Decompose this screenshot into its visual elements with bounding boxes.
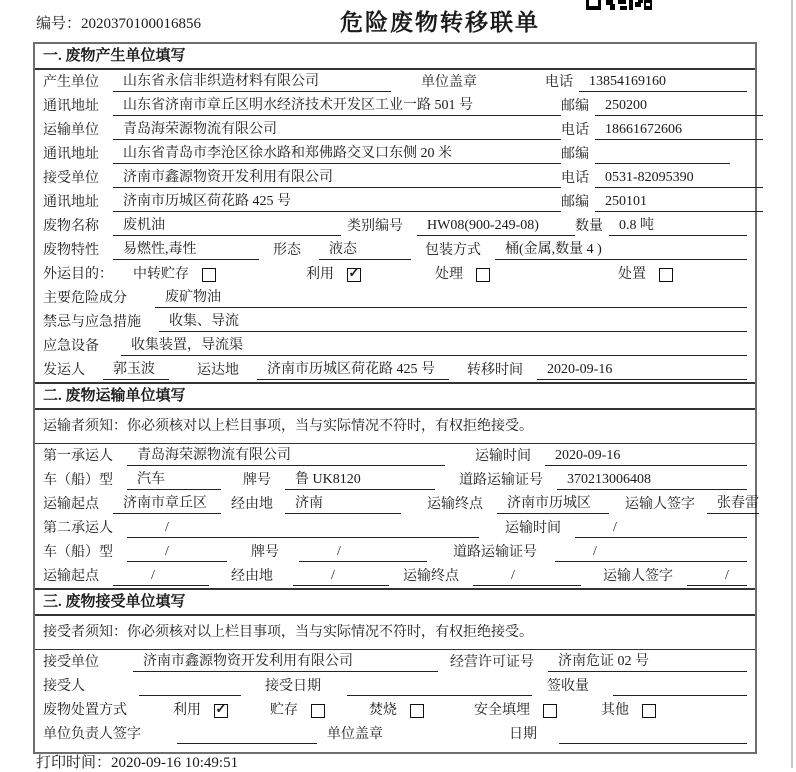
field-label: 牌号 [243, 473, 271, 488]
form-field [545, 72, 747, 94]
form-field [306, 265, 361, 286]
form-field [601, 701, 656, 722]
field-label: 邮编 [561, 147, 589, 162]
form-field [435, 265, 490, 286]
field-label: 运输终点 [427, 497, 483, 512]
form-field [43, 192, 561, 214]
field-label: 其他 [601, 703, 629, 718]
form-field [270, 701, 325, 722]
field-label: 运输单位 [43, 123, 99, 138]
form-field [43, 494, 221, 516]
checkbox-unchecked [410, 704, 424, 718]
field-value: 250101 [595, 192, 763, 212]
form-row [35, 310, 755, 334]
form-field [467, 360, 747, 382]
field-value: 废机油 [113, 216, 341, 236]
field-label: 形态 [273, 243, 301, 258]
serial-value: 2020370100016856 [81, 16, 202, 32]
form-field [43, 144, 561, 166]
field-value: 桶(金属,数量 4 ) [495, 240, 747, 260]
form-field [43, 120, 561, 142]
form-field [474, 701, 557, 722]
field-value: / [687, 566, 747, 586]
form-row [35, 214, 755, 238]
field-label: 经由地 [231, 569, 273, 584]
form-field [561, 96, 763, 118]
form-field [197, 360, 449, 382]
page-title: 危险废物转移联单 [340, 10, 540, 35]
qr-code-fragment [586, 0, 652, 10]
field-label: 电话 [561, 171, 589, 186]
checkbox-unchecked [642, 704, 656, 718]
field-value: / [299, 542, 427, 562]
field-label: 运输人签字 [625, 497, 695, 512]
field-value: 山东省青岛市李沧区徐水路和郑佛路交叉口东侧 20 米 [113, 144, 561, 164]
field-value: 济南市鑫源物资开发利用有限公司 [133, 652, 438, 672]
field-label: 日期 [509, 727, 537, 742]
form-field [43, 677, 241, 698]
form-field [403, 566, 581, 588]
field-value: 液态 [319, 240, 411, 260]
form-field [561, 192, 763, 214]
field-label: 电话 [545, 75, 573, 90]
field-label: 安全填埋 [474, 703, 530, 718]
form-field [43, 542, 227, 564]
form-field [43, 470, 221, 492]
field-label: 通讯地址 [43, 147, 99, 162]
field-label: 运输人签字 [603, 569, 673, 584]
checkbox-unchecked [659, 268, 673, 282]
field-label: 运输终点 [403, 569, 459, 584]
field-label: 贮存 [270, 703, 298, 718]
field-label: 牌号 [251, 545, 279, 560]
field-value [559, 725, 747, 744]
form-row [35, 492, 759, 516]
field-value: / [293, 566, 389, 586]
form-row [35, 238, 755, 262]
form-field [43, 288, 747, 310]
field-value: 济南危证 02 号 [548, 652, 747, 672]
field-value: / [575, 518, 747, 538]
form-field [327, 725, 389, 746]
field-value: 济南市鑫源物资开发利用有限公司 [113, 168, 561, 188]
form-field [603, 566, 747, 588]
field-value: 废矿物油 [155, 288, 747, 308]
check-icon: ✓ [348, 265, 360, 280]
section-title: 三. 废物接受单位填写 [35, 588, 755, 616]
form-field [561, 120, 763, 142]
page-right-edge [791, 0, 793, 768]
checkbox-unchecked [202, 268, 216, 282]
field-value [139, 677, 241, 696]
field-label: 废物处置方式 [43, 703, 127, 718]
field-label: 包装方式 [425, 243, 481, 258]
field-label: 单位盖章 [327, 727, 383, 742]
print-time-label: 打印时间： [36, 755, 112, 771]
form-field [43, 360, 169, 382]
form-field [243, 470, 435, 492]
form-field [547, 677, 747, 698]
field-value: 山东省永信非织造材料有限公司 [113, 72, 391, 92]
form-row [35, 262, 755, 286]
form-field [133, 265, 216, 286]
field-label: 中转贮存 [133, 267, 189, 282]
field-label: 接受单位 [43, 655, 99, 670]
field-value: 郭玉波 [103, 360, 169, 380]
field-value: 济南市章丘区 [113, 494, 221, 514]
field-label: 运输时间 [505, 521, 561, 536]
form-row [35, 516, 755, 540]
form-field [459, 470, 747, 492]
form-field [453, 542, 747, 564]
section-note: 运输者须知：你必须核对以上栏目事项，当与实际情况不符时，有权拒绝接受。 [35, 410, 755, 444]
field-value: 汽车 [127, 470, 221, 490]
form-row [35, 540, 755, 564]
field-label: 发运人 [43, 363, 85, 378]
field-label: 废物特性 [43, 243, 99, 258]
field-label: 处理 [435, 267, 463, 282]
form-field [369, 701, 424, 722]
field-value: 18661672606 [595, 120, 763, 140]
form-row [35, 166, 755, 190]
field-label: 邮编 [561, 99, 589, 114]
form-field [561, 168, 763, 190]
form-field [425, 240, 747, 262]
form-row [35, 358, 755, 382]
field-label: 车（船）型 [43, 545, 113, 560]
field-label: 经营许可证号 [450, 655, 534, 670]
field-value: / [473, 566, 581, 586]
field-value: 收集、导流 [159, 312, 747, 332]
field-label: 第二承运人 [43, 521, 113, 536]
field-label: 接受日期 [265, 679, 321, 694]
field-value: 张春雷 [707, 494, 759, 514]
field-label: 单位负责人签字 [43, 727, 141, 742]
field-value: 收集装置，导流渠 [121, 336, 747, 356]
field-value: 济南市历城区 [497, 494, 609, 514]
field-value: 13854169160 [579, 72, 747, 92]
form-row [35, 444, 755, 468]
field-label: 外运目的： [43, 267, 113, 282]
form-field [575, 216, 747, 238]
field-label: 接受单位 [43, 171, 99, 186]
form-field [43, 168, 561, 190]
field-value: 青岛海荣源物流有限公司 [113, 120, 561, 140]
field-label: 利用 [306, 267, 334, 282]
form-field [505, 518, 747, 540]
form-row [35, 334, 755, 358]
form-row [35, 70, 755, 94]
form-row [35, 94, 755, 118]
form-row [35, 698, 755, 722]
form-field [43, 216, 341, 238]
field-value: 250200 [595, 96, 763, 116]
field-label: 道路运输证号 [459, 473, 543, 488]
form-field [173, 701, 228, 722]
field-value: HW08(900-249-08) [417, 216, 575, 236]
field-value [347, 677, 532, 696]
field-label: 类别编号 [347, 219, 403, 234]
field-label: 第一承运人 [43, 449, 113, 464]
field-label: 运达地 [197, 363, 239, 378]
field-label: 签收量 [547, 679, 589, 694]
field-label: 运输时间 [475, 449, 531, 464]
print-time-value: 2020-09-16 10:49:51 [111, 755, 239, 771]
checkbox-unchecked [543, 704, 557, 718]
form-row [35, 190, 755, 214]
field-label: 焚烧 [369, 703, 397, 718]
checkbox-unchecked [311, 704, 325, 718]
form-field [43, 72, 391, 94]
form-field [43, 701, 133, 722]
checkbox-checked [347, 265, 361, 282]
field-label: 邮编 [561, 195, 589, 210]
field-value: 济南 [285, 494, 401, 514]
form-field [43, 566, 209, 588]
form-table [33, 42, 757, 754]
field-value: 青岛海荣源物流有限公司 [127, 446, 445, 466]
section-title: 二. 废物运输单位填写 [35, 382, 755, 410]
form-field [273, 240, 411, 262]
field-label: 数量 [575, 219, 603, 234]
field-value: 易燃性,毒性 [113, 240, 259, 260]
field-label: 产生单位 [43, 75, 99, 90]
field-label: 运输起点 [43, 497, 99, 512]
form-field [251, 542, 427, 564]
field-value [613, 677, 747, 696]
form-row [35, 118, 755, 142]
print-time-line [36, 751, 238, 772]
field-label: 转移时间 [467, 363, 523, 378]
field-label: 单位盖章 [421, 75, 477, 90]
field-value: / [127, 542, 227, 562]
field-value: 山东省济南市章丘区明水经济技术开发区工业一路 501 号 [113, 96, 561, 116]
form-row [35, 286, 755, 310]
form-field [43, 265, 119, 286]
form-field [347, 216, 575, 238]
form-field [618, 265, 673, 286]
field-value: 0531-82095390 [595, 168, 763, 188]
form-field [231, 566, 389, 588]
form-field [43, 312, 747, 334]
field-value: / [555, 542, 747, 562]
serial-label: 编号： [36, 16, 82, 32]
field-value: 2020-09-16 [537, 360, 747, 380]
field-value [177, 725, 317, 744]
field-value: 济南市历城区荷花路 425 号 [113, 192, 561, 212]
form-field [475, 446, 747, 468]
section-title: 一. 废物产生单位填写 [35, 44, 755, 70]
form-field [231, 494, 401, 516]
form-field [450, 652, 747, 674]
form-field [43, 518, 479, 540]
check-icon: ✓ [215, 701, 227, 716]
section-note: 接受者须知：你必须核对以上栏目事项，当与实际情况不符时，有权拒绝接受。 [35, 616, 755, 650]
form-field [43, 240, 259, 262]
form-row [35, 650, 755, 674]
form-row [35, 142, 755, 166]
field-label: 处置 [618, 267, 646, 282]
field-label: 应急设备 [43, 339, 99, 354]
form-field [43, 725, 317, 746]
form-field [421, 73, 483, 94]
field-value: 0.8 吨 [609, 216, 747, 236]
form-field [43, 652, 438, 674]
form-field [625, 494, 759, 516]
field-label: 主要危险成分 [43, 291, 127, 306]
form-field [43, 446, 445, 468]
field-label: 经由地 [231, 497, 273, 512]
form-row [35, 722, 755, 746]
field-label: 通讯地址 [43, 195, 99, 210]
field-label: 接受人 [43, 679, 85, 694]
form-field [43, 96, 561, 118]
field-label: 运输起点 [43, 569, 99, 584]
field-label: 利用 [173, 703, 201, 718]
field-label: 电话 [561, 123, 589, 138]
field-label: 废物名称 [43, 219, 99, 234]
field-value: / [127, 518, 479, 538]
field-value: 2020-09-16 [545, 446, 747, 466]
field-value: 济南市历城区荷花路 425 号 [257, 360, 449, 380]
field-label: 道路运输证号 [453, 545, 537, 560]
field-label: 车（船）型 [43, 473, 113, 488]
field-value [595, 145, 730, 164]
field-value: / [113, 566, 209, 586]
form-row [35, 564, 755, 588]
form-row [35, 674, 755, 698]
field-value: 鲁 UK8120 [285, 470, 435, 490]
form-field [561, 145, 730, 166]
field-label: 通讯地址 [43, 99, 99, 114]
form-field [427, 494, 609, 516]
form-field [43, 336, 747, 358]
form-field [265, 677, 532, 698]
checkbox-checked [214, 701, 228, 718]
form-field [509, 725, 747, 746]
field-value: 370213006408 [557, 470, 747, 490]
field-label: 禁忌与应急措施 [43, 315, 141, 330]
checkbox-unchecked [476, 268, 490, 282]
form-row [35, 468, 755, 492]
